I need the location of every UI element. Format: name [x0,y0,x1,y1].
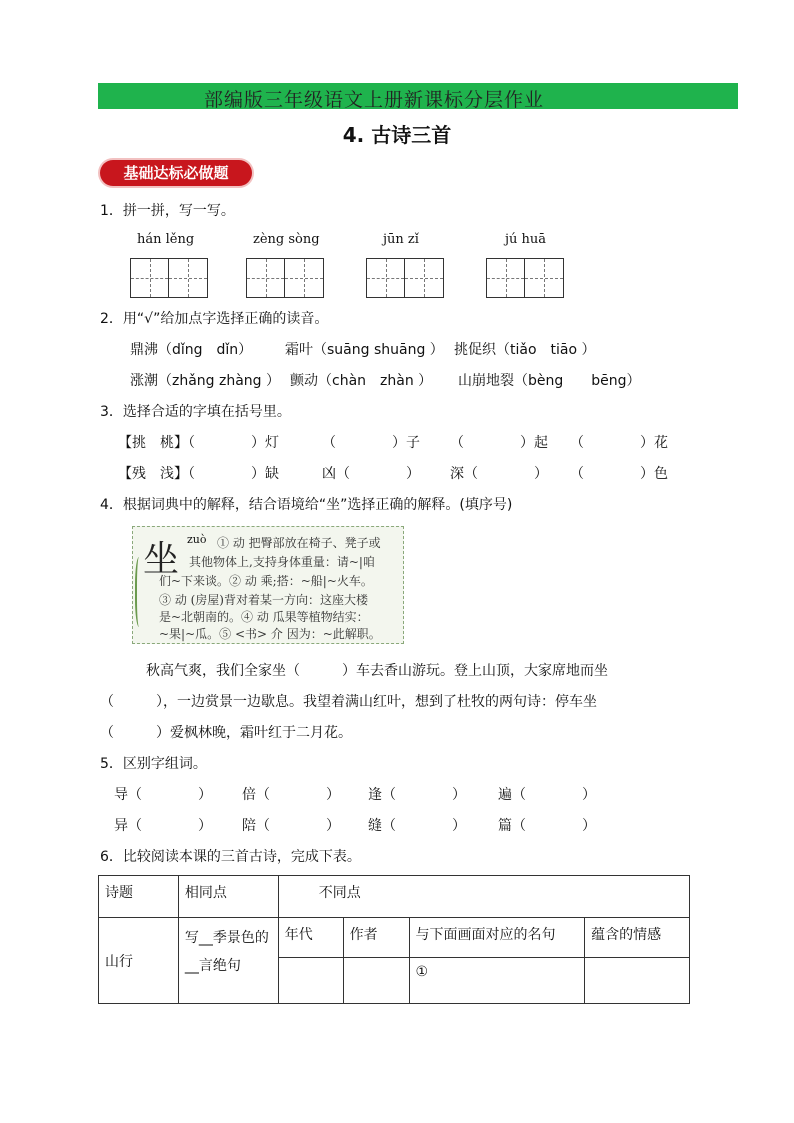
q2-item-1: 鼎沸（dǐng dǐn） [130,342,253,358]
dictionary-entry [132,526,404,644]
dict-line-4: ③ 动 (房屋)背对着某一方向：这座大楼 [159,593,368,607]
q1-pinyin-1: hán lěng [137,232,195,247]
header-same: 相同点 [178,876,278,918]
subheader-era: 年代 [278,918,343,958]
q1-prompt: 1．拼一拼，写一写。 [100,203,235,219]
q5-item-4: 遍（ ） [498,787,596,803]
q3-item-6: 凶（ ） [322,466,420,482]
writing-grid-2[interactable] [246,258,324,298]
subheader-line: 与下面画面对应的名句 [409,918,585,958]
q2-item-6: 山崩地裂（bèng bēng） [458,373,641,389]
q3-item-5: 【残 浅】（ ）缺 [118,466,279,482]
q1-pinyin-2: zèng sòng [253,232,320,247]
q3-item-8: （ ）色 [570,466,668,482]
q4-passage-3: （ ）爱枫林晚，霜叶红于二月花。 [100,725,352,741]
dict-line-2: 其他物体上,支持身体重量：请~|咱 [189,555,375,569]
cell-emotion[interactable] [585,958,690,1004]
dict-line-6: ~果|~瓜。⑤ <书> 介 因为：~此解职。 [159,627,381,641]
dict-line-1: ① 动 把臀部放在椅子、凳子或 [217,536,381,550]
dict-pinyin: zuò [187,533,207,546]
dict-character: 坐 [143,539,180,580]
q1-pinyin-3: jūn zǐ [383,232,419,247]
q3-prompt: 3．选择合适的字填在括号里。 [100,404,291,420]
header-poem-title: 诗题 [99,876,179,918]
q2-prompt: 2．用“√”给加点字选择正确的读音。 [100,311,329,327]
cell-era[interactable] [278,958,343,1004]
header-different: 不同点 [278,876,689,918]
q4-passage-1: 秋高气爽，我们全家坐（ ）车去香山游玩。登上山顶，大家席地而坐 [146,663,608,679]
subheader-emotion: 蕴含的情感 [585,918,690,958]
writing-grid-4[interactable] [486,258,564,298]
q3-item-3: （ ）起 [450,435,548,451]
q6-prompt: 6．比较阅读本课的三首古诗，完成下表。 [100,849,361,865]
cell-same[interactable]: 写__季景色的__言绝句 [178,918,278,1004]
q5-item-8: 篇（ ） [498,818,596,834]
q5-prompt: 5．区别字组词。 [100,756,207,772]
cell-line[interactable]: ① [409,958,585,1004]
cell-author[interactable] [343,958,409,1004]
q5-item-3: 逢（ ） [368,787,466,803]
section-tag: 基础达标必做题 [100,160,252,186]
q3-item-7: 深（ ） [450,466,548,482]
q2-item-5: 颤动（chàn zhàn ） [290,373,433,389]
q1-pinyin-4: jú huā [505,232,547,247]
q5-item-1: 导（ ） [114,787,212,803]
writing-grid-3[interactable] [366,258,444,298]
q2-item-3: 挑促织（tiǎo tiāo ） [454,342,596,358]
subheader-author: 作者 [343,918,409,958]
q5-item-6: 陪（ ） [242,818,340,834]
q2-item-4: 涨潮（zhǎng zhàng ） [130,373,281,389]
page-title: 4. 古诗三首 [342,123,452,147]
q5-item-2: 倍（ ） [242,787,340,803]
q3-item-4: （ ）花 [570,435,668,451]
q4-prompt: 4．根据词典中的解释，结合语境给“坐”选择正确的解释。(填序号) [100,497,513,513]
q2-item-2: 霜叶（suāng shuāng ） [285,342,444,358]
dict-line-5: 是~北朝南的。④ 动 瓜果等植物结实： [159,610,369,624]
q3-item-1: 【挑 桃】（ ）灯 [118,435,279,451]
header-banner [98,83,738,109]
q4-passage-2: （ ），一边赏景一边歇息。我望着满山红叶，想到了杜牧的两句诗：停车坐 [100,694,597,710]
writing-grid-1[interactable] [130,258,208,298]
q5-item-5: 异（ ） [114,818,212,834]
row-title-shanxing: 山行 [99,918,179,1004]
q5-item-7: 缝（ ） [368,818,466,834]
q3-item-2: （ ）子 [322,435,420,451]
comparison-table [98,875,690,1004]
dict-line-3: 们~下来谈。② 动 乘;搭：~船|~火车。 [159,574,373,588]
banner-text: 部编版三年级语文上册新课标分层作业 [204,89,545,111]
